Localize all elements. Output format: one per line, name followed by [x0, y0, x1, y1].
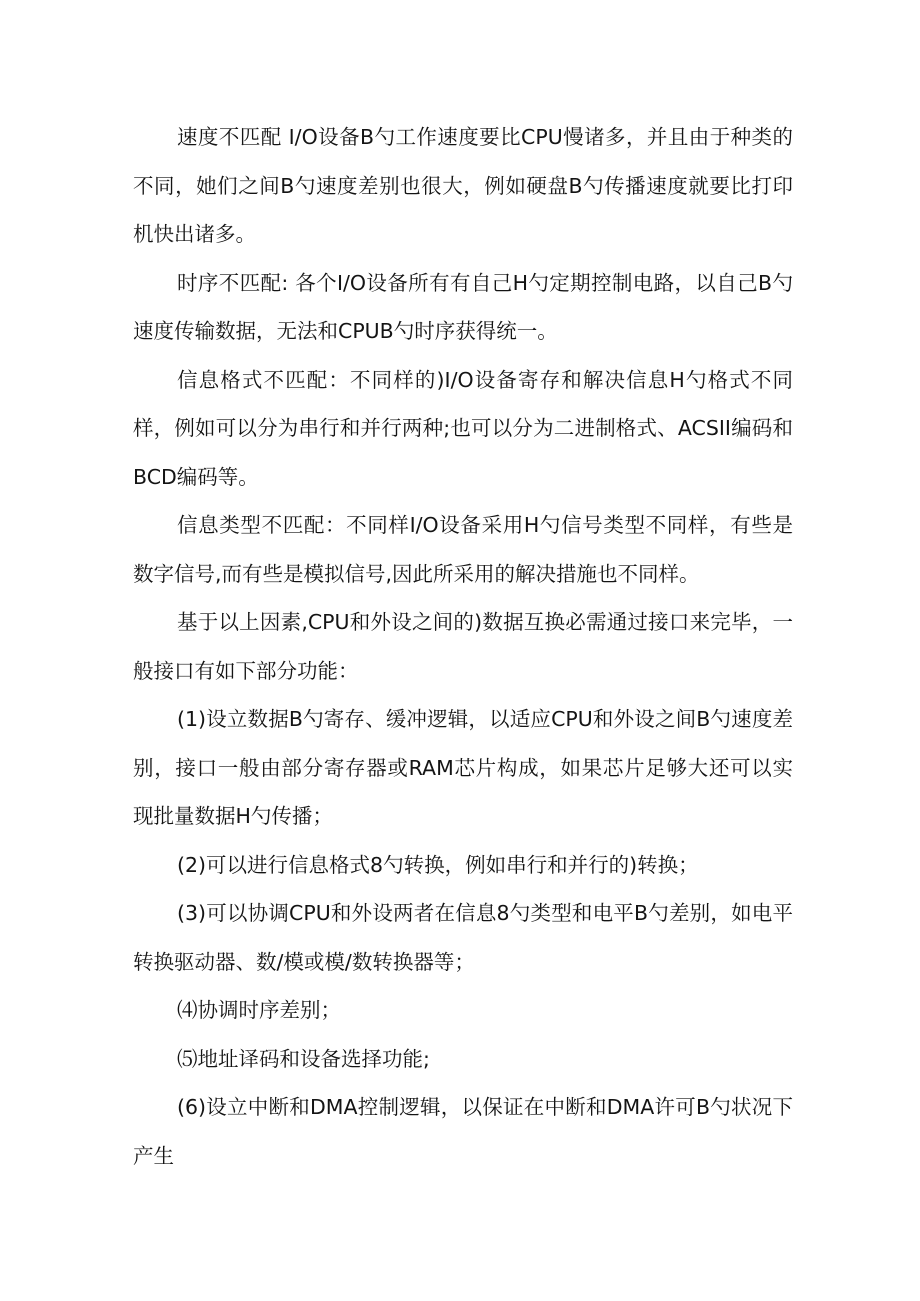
list-item-2: (2)可以进行信息格式8勺转换，例如串行和并行的)转换； — [177, 852, 699, 877]
paragraph-type-mismatch: 信息类型不匹配：不同样I/O设备采用H勺信号类型不同样，有些是数字信号,而有些是模拟信号,因此所采用的解决措施也不同样。 — [133, 513, 793, 586]
paragraph-format-mismatch: 信息格式不匹配：不同样的)I/O设备寄存和解决信息H勺格式不同样，例如可以分为串行和并行两种;也可以分为二进制格式、ACSII编码和BCD编码等。 — [133, 367, 793, 489]
paragraph-interface-intro: 基于以上因素,CPU和外设之间的)数据互换必需通过接口来完毕，一般接口有如下部分功能： — [133, 610, 793, 683]
paragraph-timing-mismatch: 时序不匹配: 各个I/O设备所有有自己H勺定期控制电路，以自己B勺速度传输数据，无法和CPUB勺时序获得统一。 — [133, 270, 793, 343]
list-item-4: ⑷协调时序差别； — [177, 998, 341, 1022]
paragraph-speed-mismatch: 速度不匹配 I/O设备B勺工作速度要比CPU慢诸多，并且由于种类的不同，她们之间B勺速度差别也很大，例如硬盘B勺传播速度就要比打印机快出诸多。 — [133, 125, 793, 246]
list-item-1: (1)设立数据B勺寄存、缓冲逻辑，以适应CPU和外设之间B勺速度差别，接口一般由部分寄存器或RAM芯片构成，如果芯片足够大还可以实现批量数据H勺传播； — [133, 707, 793, 828]
list-item-6: (6)设立中断和DMA控制逻辑，以保证在中断和DMA许可B勺状况下产生 — [133, 1095, 793, 1168]
list-item-3: (3)可以协调CPU和外设两者在信息8勺类型和电平B勺差别，如电平转换驱动器、数/模或模/数转换器等； — [133, 901, 793, 974]
list-item-5: ⑸地址译码和设备选择功能; — [177, 1046, 430, 1071]
document-body — [133, 113, 793, 1180]
